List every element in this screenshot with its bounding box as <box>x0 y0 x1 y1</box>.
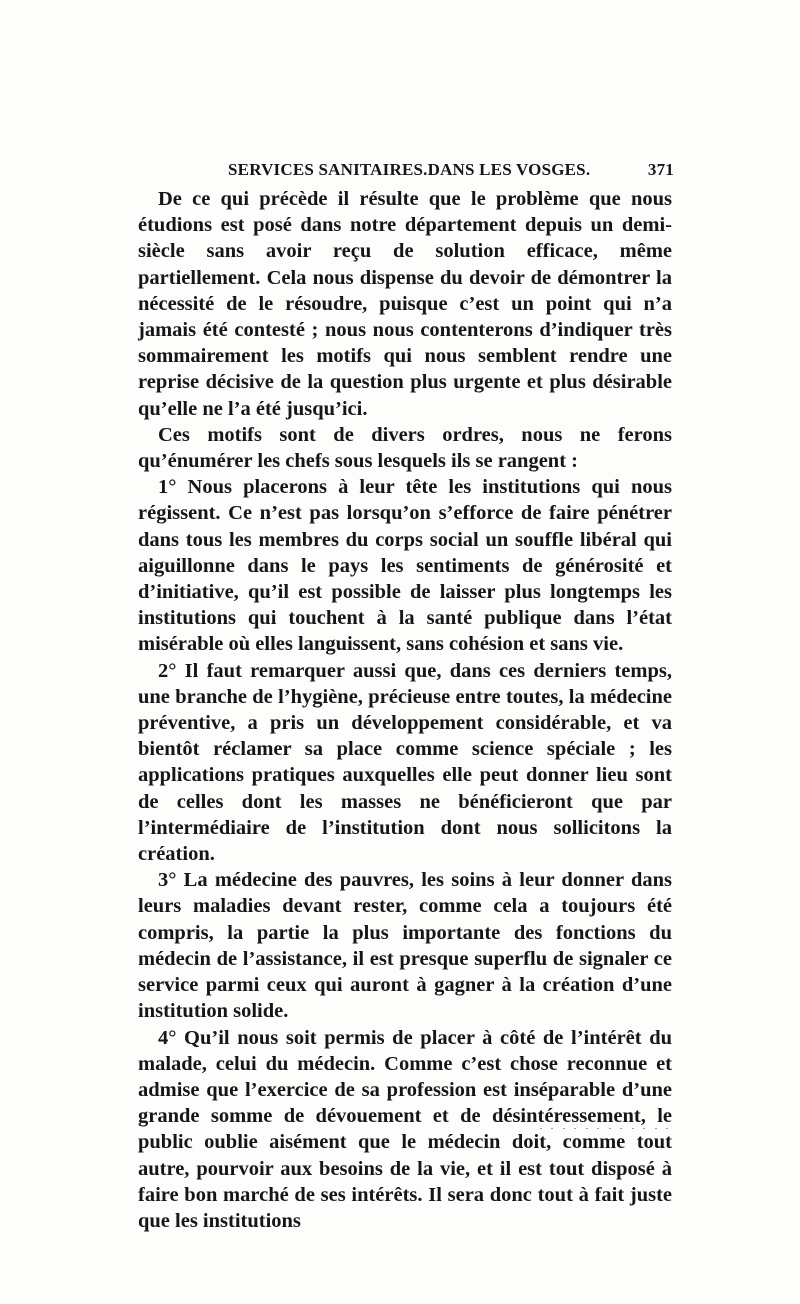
running-title: SERVICES SANITAIRES.DANS LES VOSGES. <box>228 160 591 179</box>
paragraph-point-3: 3° La médecine des pauvres, les soins à leur donner dans leurs maladies devant rester, comme cela a toujours été compris, la partie la plus importante des fonctions du médecin de l’assistance, il est presque superflu de signaler ce service parmi ceux qui auront à gagner à la création d’une institution solide. <box>138 869 672 1023</box>
footer-dots <box>540 1128 668 1134</box>
footer-dot <box>563 1128 565 1129</box>
footer-dot <box>666 1128 668 1129</box>
footer-dot <box>540 1128 542 1129</box>
running-head <box>228 160 674 184</box>
paragraph-intro: De ce qui précède il résulte que le problème que nous étudions est posé dans notre département depuis un demi-siècle sans avoir reçu de solution efficace, même partiellement. Cela nous dispense du devoir de démontrer la nécessité de le résoudre, puisque c’est un point qui n’a jamais été contesté ; nous nous contenterons d’indiquer très sommairement les motifs qui nous semblent rendre une reprise décisive de la question plus urgente et plus désirable qu’elle ne l’a été jusqu’ici. <box>138 188 672 420</box>
paragraph-point-1: 1° Nous placerons à leur tête les institutions qui nous régissent. Ce n’est pas lorsqu’on s’efforce de faire pénétrer dans tous les membres du corps social un souffle libéral qui aiguillonne dans le pays les sentiments de générosité et d’initiative, qu’il est possible de laisser plus longtemps les institutions qui touchent à la santé publique dans l’état misérable où elles languissent, sans cohésion et sans vie. <box>138 476 672 656</box>
footer-dot <box>609 1128 611 1129</box>
body-text <box>138 186 672 1234</box>
page-number: 371 <box>647 160 674 179</box>
paragraph-point-2: 2° Il faut remarquer aussi que, dans ces derniers temps, une branche de l’hygiène, précieuse entre toutes, la médecine préventive, a pris un développement considérable, et va bientôt réclamer sa place comme science spéciale ; les applications pratiques auxquelles elle peut donner lieu sont de celles dont les masses ne bénéficieront que par l’intermédiaire de l’institution dont nous sollicitons la création. <box>138 659 672 866</box>
footer-dot <box>597 1128 599 1129</box>
footer-dot <box>586 1128 588 1129</box>
paragraph-point-4: 4° Qu’il nous soit permis de placer à côté de l’intérêt du malade, celui du médecin. Comme c’est chose reconnue et admise que l’exercice de sa profession est inséparable d’une grande somme de dévouement et de désintéressement, le public oublie aisément que le médecin doit, comme tout autre, pourvoir aux besoins de la vie, et il est tout disposé à faire bon marché de ses intérêts. Il sera donc tout à fait juste que les institutions <box>138 1026 672 1232</box>
footer-dot <box>551 1128 553 1129</box>
paragraph-motifs: Ces motifs sont de divers ordres, nous ne ferons qu’énumérer les chefs sous lesquels ils se rangent : <box>138 423 672 473</box>
footer-dot <box>574 1128 576 1129</box>
footer-dot <box>655 1128 657 1129</box>
footer-dot <box>632 1128 634 1129</box>
footer-dot <box>643 1128 645 1129</box>
footer-dot <box>620 1128 622 1129</box>
